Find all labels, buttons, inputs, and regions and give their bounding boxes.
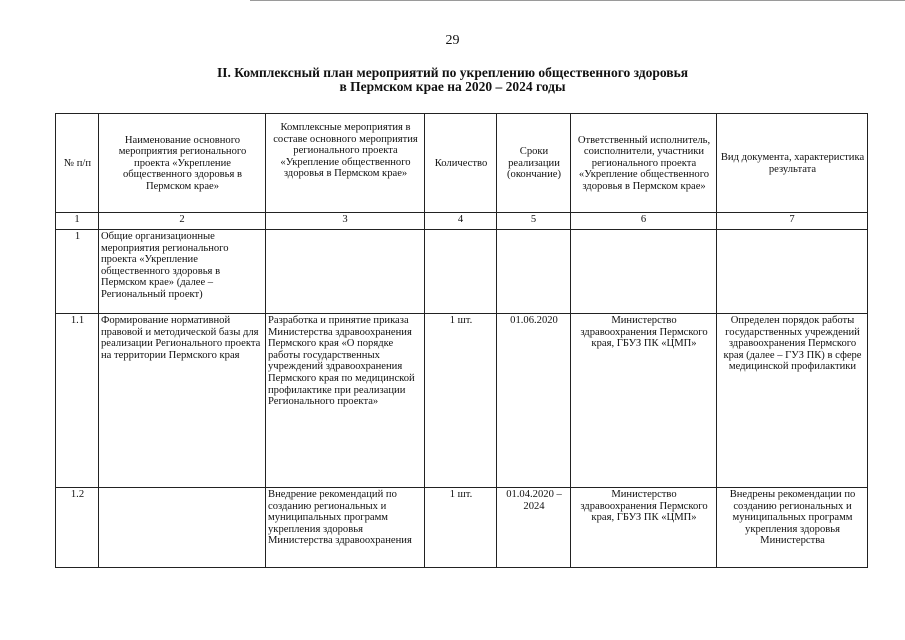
page-number: 29	[445, 33, 460, 48]
column-number-row	[56, 213, 868, 230]
column-number: 5	[497, 213, 571, 230]
row-activity: Разработка и принятие приказа Министерства здравоохранения Пермского края «О порядке работы государственных учреждений здравоохранения Пермского края по медицинской профилактике при реализации Регионального проекта»	[266, 314, 425, 488]
row-number: 1.1	[56, 314, 99, 488]
table-row	[56, 314, 868, 488]
row-responsible: Министерство здравоохранения Пермского края, ГБУЗ ПК «ЦМП»	[571, 314, 717, 488]
column-number: 7	[717, 213, 868, 230]
row-number: 1	[56, 230, 99, 314]
plan-table	[55, 113, 868, 568]
title-line-1: II. Комплексный план мероприятий по укреплению общественного здоровья	[216, 65, 689, 80]
row-number: 1.2	[56, 488, 99, 568]
row-result	[717, 230, 868, 314]
header-cell-deadline: Сроки реализации (окончание)	[497, 114, 571, 213]
column-number: 6	[571, 213, 717, 230]
header-cell-activity: Комплексные мероприятия в составе основного мероприятия регионального проекта «Укрепление общественного здоровья в Пермском крае»	[266, 114, 425, 213]
header-cell-name: Наименование основного мероприятия регионального проекта «Укрепление общественного здоровья в Пермском крае»	[99, 114, 266, 213]
row-responsible: Министерство здравоохранения Пермского края, ГБУЗ ПК «ЦМП»	[571, 488, 717, 568]
header-cell-result: Вид документа, характеристика результата	[717, 114, 868, 213]
header-row	[56, 114, 868, 213]
row-deadline: 01.06.2020	[497, 314, 571, 488]
column-number: 2	[99, 213, 266, 230]
row-activity: Внедрение рекомендаций по созданию региональных и муниципальных программ укрепления здоровья Министерства здравоохранения	[266, 488, 425, 568]
column-number: 3	[266, 213, 425, 230]
row-result: Определен порядок работы государственных учреждений здравоохранения Пермского края (далее – ГУЗ ПК) в сфере медицинской профилактики	[717, 314, 868, 488]
table-row	[56, 488, 868, 568]
header-cell-responsible: Ответственный исполнитель, соисполнители, участники регионального проекта «Укрепление общественного здоровья в Пермском крае»	[571, 114, 717, 213]
header-cell-num: № п/п	[56, 114, 99, 213]
table-row	[56, 230, 868, 314]
document-title	[0, 66, 905, 94]
column-number: 4	[425, 213, 497, 230]
row-responsible	[571, 230, 717, 314]
row-quantity	[425, 230, 497, 314]
row-name: Общие организационные мероприятия регионального проекта «Укрепление общественного здоровья в Пермском крае» (далее – Региональный проект)	[99, 230, 266, 314]
row-result: Внедрены рекомендации по созданию региональных и муниципальных программ укрепления здоровья Министерства	[717, 488, 868, 568]
column-number: 1	[56, 213, 99, 230]
row-quantity: 1 шт.	[425, 314, 497, 488]
top-rule	[250, 0, 905, 1]
title-line-2: в Пермском крае на 2020 – 2024 годы	[339, 79, 566, 94]
row-name: Формирование нормативной правовой и методической базы для реализации Регионального проекта на территории Пермского края	[99, 314, 266, 488]
row-deadline	[497, 230, 571, 314]
header-cell-quantity: Количество	[425, 114, 497, 213]
row-quantity: 1 шт.	[425, 488, 497, 568]
row-activity	[266, 230, 425, 314]
row-deadline: 01.04.2020 – 2024	[497, 488, 571, 568]
row-name	[99, 488, 266, 568]
